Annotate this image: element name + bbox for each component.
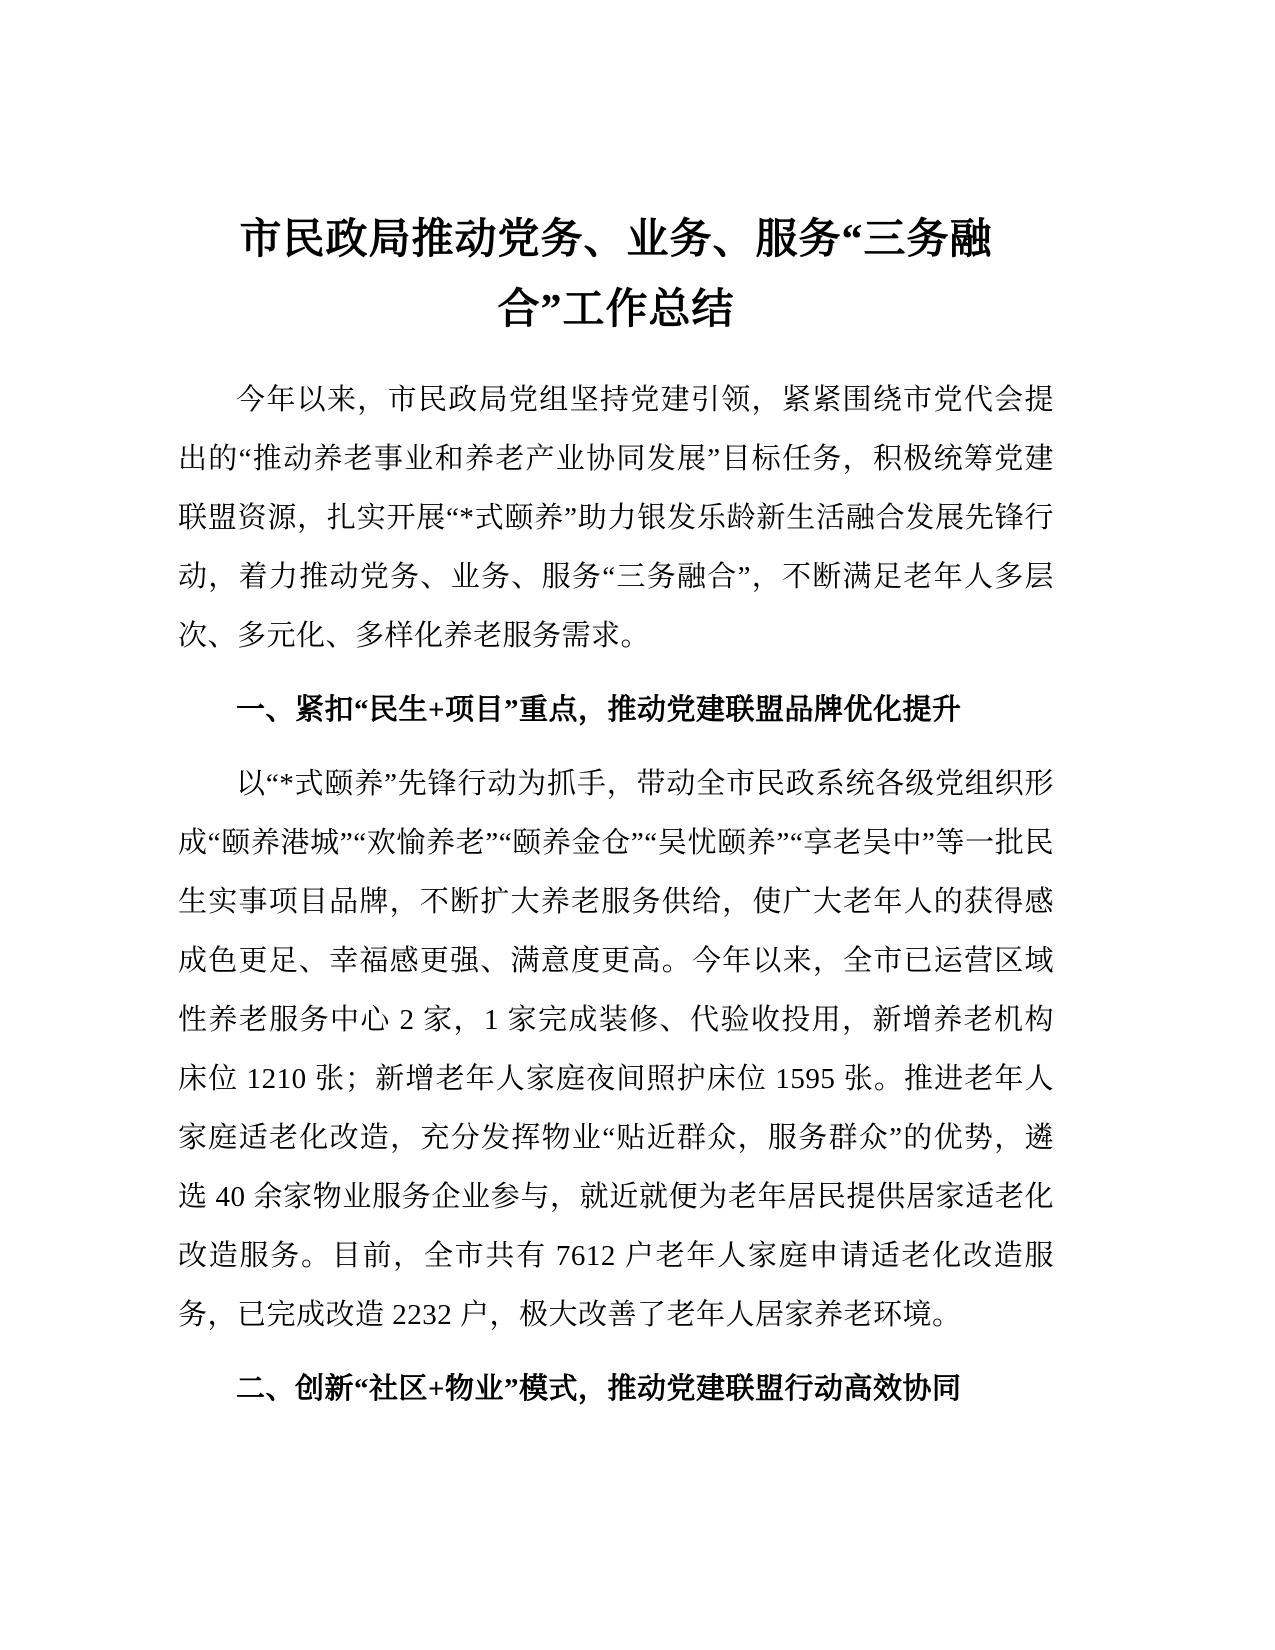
- paragraph-intro: 今年以来，市民政局党组坚持党建引领，紧紧围绕市党代会提出的“推动养老事业和养老产业协同发展”目标任务，积极统筹党建联盟资源，扎实开展“*式颐养”助力银发乐龄新生活融合发展先锋行动，着力推动党务、业务、服务“三务融合”，不断满足老年人多层次、多元化、多样化养老服务需求。: [178, 384, 1054, 652]
- paragraph-section-1: 以“*式颐养”先锋行动为抓手，带动全市民政系统各级党组织形成“颐养港城”“欢愉养老”“颐养金仓”“吴忧颐养”“享老吴中”等一批民生实事项目品牌，不断扩大养老服务供给，使广大老年人的获得感成色更足、幸福感更强、满意度更高。今年以来，全市已运营区域性养老服务中心 2 家，1 家完成装修、代验收投用，新增养老机构床位 1210 张；新增老年人家庭夜间照护床位 1595 张。推进老年人家庭适老化改造，充分发挥物业“贴近群众，服务群众”的优势，遴选 40 余家物业服务企业参与，就近就便为老年居民提供居家适老化改造服务。目前，全市共有 7612 户老年人家庭申请适老化改造服务，已完成改造 2232 户，极大改善了老年人居家养老环境。: [178, 768, 1054, 1331]
- section-heading-2: 二、创新“社区+物业”模式，推动党建联盟行动高效协同: [236, 1373, 962, 1405]
- document-content: [178, 205, 1054, 1434]
- section-heading-1: 一、紧扣“民生+项目”重点，推动党建联盟品牌优化提升: [236, 694, 962, 726]
- page-title: 市民政局推动党务、业务、服务“三务融合”工作总结: [239, 217, 993, 333]
